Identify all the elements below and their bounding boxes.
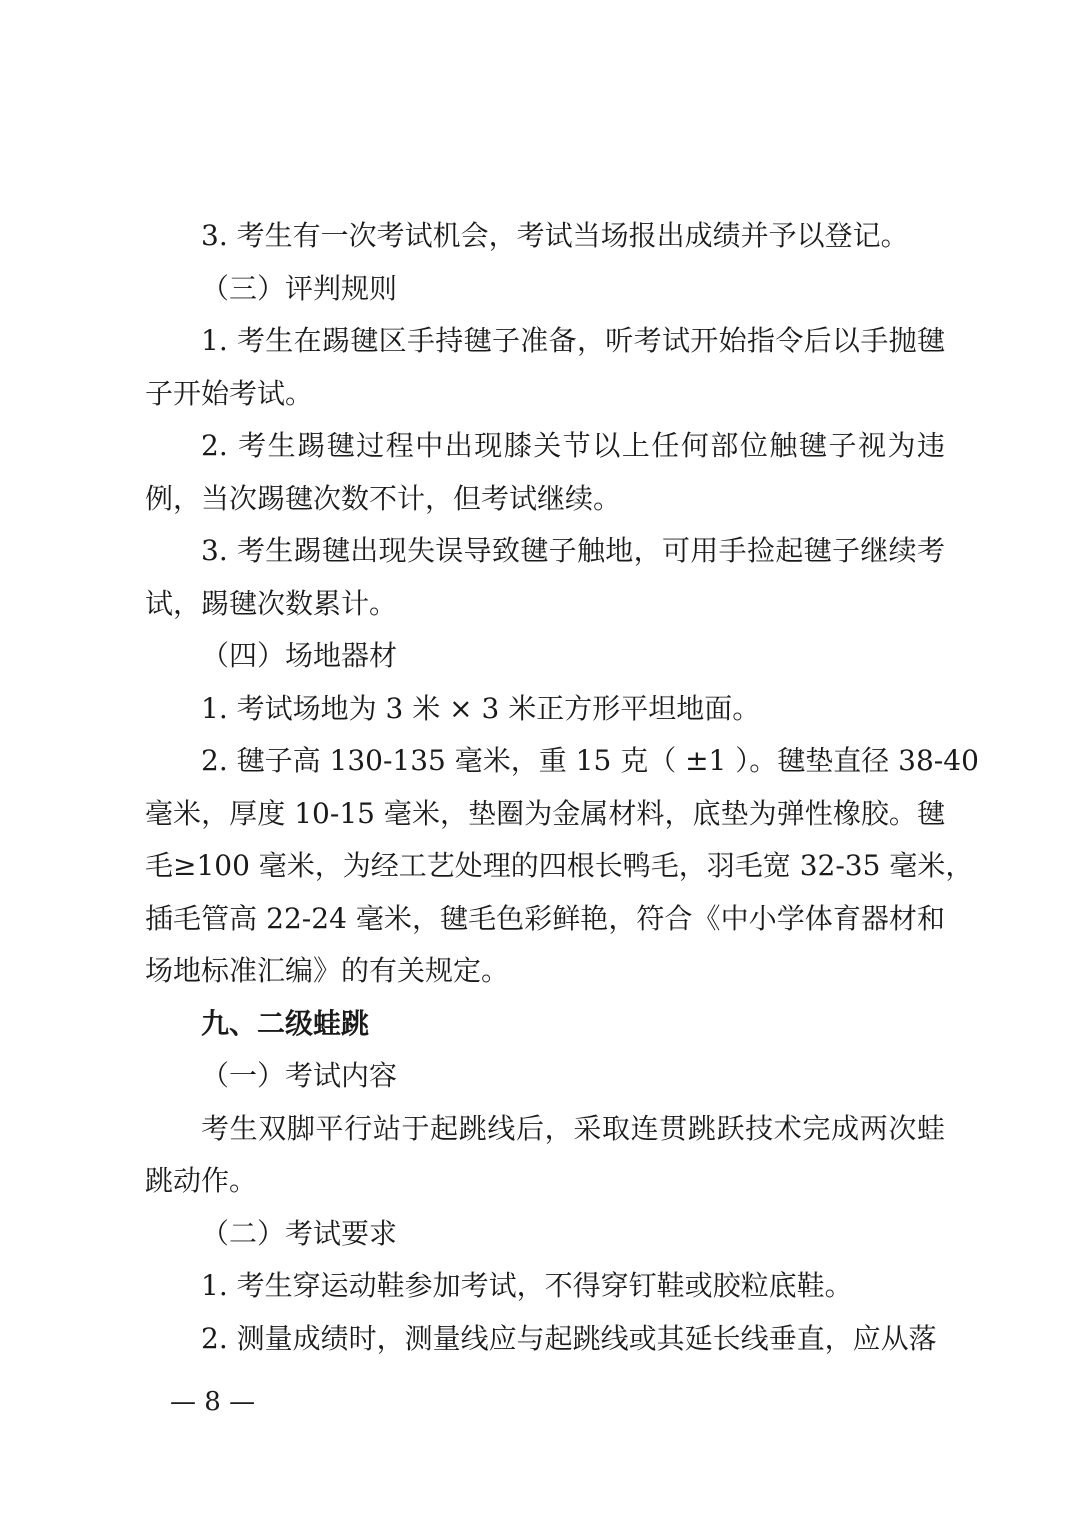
text-line: （一）考试内容 [201,1059,398,1092]
text-line: 1. 考生穿运动鞋参加考试，不得穿钉鞋或胶粒底鞋。 [201,1269,853,1302]
text-line: 2. 考生踢毽过程中出现膝关节以上任何部位触毽子视为违 [201,429,945,462]
text-line: 2. 毽子高 130-135 毫米，重 15 克（ ±1 ）。毽垫直径 38-40 [201,744,979,777]
text-line: 九、二级蛙跳 [201,1006,370,1040]
paragraph [145,735,979,998]
text-line: 毫米，厚度 10-15 毫米，垫圈为金属材料，底垫为弹性橡胶。毽 [145,796,945,830]
text-line: 子开始考试。 [145,376,314,410]
text-line: 例，当次踢毽次数不计，但考试继续。 [145,481,622,515]
page-number: — 8 — [170,1387,256,1417]
text-line: （二）考试要求 [201,1216,398,1250]
text-line: 3. 考生有一次考试机会，考试当场报出成绩并予以登记。 [201,219,909,252]
text-line: 试，踢毽次数累计。 [145,586,398,620]
text-line: 插毛管高 22-24 毫米，毽毛色彩鲜艳，符合《中小学体育器材和 [145,901,945,935]
text-line: 2. 测量成绩时，测量线应与起跳线或其延长线垂直，应从落 [201,1321,937,1355]
subsection-heading [145,1208,945,1261]
section-heading [145,998,945,1051]
document-body [145,210,979,1365]
subsection-heading [145,263,945,316]
paragraph [145,420,945,525]
subsection-heading [145,1050,945,1103]
text-line: 考生双脚平行站于起跳线后，采取连贯跳跃技术完成两次蛙 [201,1111,945,1145]
paragraph [145,1260,945,1313]
subsection-heading [145,630,945,683]
paragraph [145,1313,945,1366]
text-line: 跳动作。 [145,1164,258,1197]
paragraph [145,525,945,630]
text-line: 场地标准汇编》的有关规定。 [145,954,510,987]
text-line: 毛≥100 毫米，为经工艺处理的四根长鸭毛，羽毛宽 32-35 毫米， [145,849,974,882]
paragraph [145,683,945,736]
paragraph [145,315,945,420]
paragraph [145,1103,945,1208]
paragraph [145,210,945,263]
text-line: （三）评判规则 [201,271,398,305]
text-line: 1. 考生在踢毽区手持毽子准备，听考试开始指令后以手抛毽 [201,324,945,357]
text-line: （四）场地器材 [201,639,398,672]
text-line: 3. 考生踢毽出现失误导致毽子触地，可用手捡起毽子继续考 [201,534,945,567]
text-line: 1. 考试场地为 3 米 × 3 米正方形平坦地面。 [201,691,761,725]
